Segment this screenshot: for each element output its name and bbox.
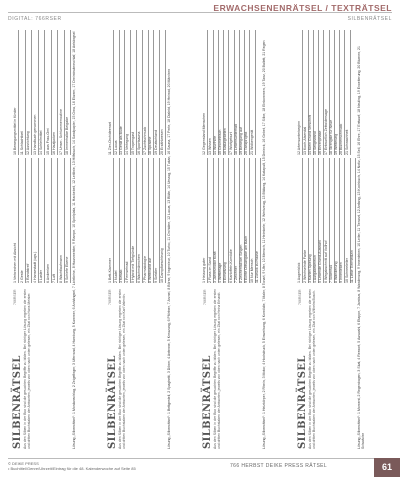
question-label: 4 Aufgabebereich xyxy=(313,255,318,283)
question-label: 15 Seilgewand xyxy=(313,131,318,155)
question-label: 1 Augenblick xyxy=(297,262,302,283)
question-label: 4 Wetterlage xyxy=(218,262,223,283)
question-label: 8 Wanderung xyxy=(334,261,339,283)
silbenraetsel-sheet xyxy=(293,25,379,455)
question-label: 6 Kartoffeln-Komödie xyxy=(228,249,233,283)
question-label: 2 Wechselnde Farbe xyxy=(302,249,307,283)
solution-text: Lösung „Silbenrätsel“: 1 Mordanschlag, 2 Zeigefinger, 3 Uferrand, 4 Hamburg, 5 Kummer, 6 Anhängsel, 7 Lichtbrise, 8 Hausmeister, 9 Rampe, 10 Spielplatz, 11 Hackebeil, 12 Leitlinie, 13 Hilfsbuch, 14 Sandpapier, 15 Oma, 16 Ekzem, 17 Dreiminutenschlaf, 18 Anhängsel xyxy=(72,31,76,449)
question-label: 11 Schlachtbeil xyxy=(19,130,24,155)
question-label: 6 Wachmännchen xyxy=(136,254,141,283)
question-list xyxy=(202,28,260,283)
question-label: 7 Pharmakologie xyxy=(142,256,147,283)
question-label: 20 Blumenschmuck xyxy=(339,123,344,155)
answer-line[interactable] xyxy=(159,158,166,283)
solution-text: Lösung „Silbenrätsel“: 1 Heizkörper, 2 Rhein, 3 Motor, 4 Hochdruck, 5 Einweihung, 6 Komödie, 7 Maler, 8 Tonart, 9 Ufer, 10 Mensch, 11 Heimkehr, 12 Werkzeug, 13 Bildung, 14 Katapult, 15 Dreieck, 16 Gebet, 17 Silbe, 18 Einkommen, 19 Tanz, 20 Ballett, 21 Regen xyxy=(262,40,266,449)
question-label: 12 Luxus xyxy=(113,140,118,155)
question-label: 8 Weltmarkt auf xyxy=(148,257,153,283)
question-label: 16 Ehrenphase xyxy=(318,130,323,155)
puzzle-title: SILBENRÄTSEL xyxy=(297,355,308,449)
question-label: 2 Geste xyxy=(19,270,24,283)
question-label: 9 Echte Ortsangabe am Bach xyxy=(244,235,249,283)
question-label: 12 Gegenstand Menschen xyxy=(202,112,207,155)
question-label: 3 Kebab xyxy=(119,269,124,283)
question-label: 15 Geometrisch xyxy=(218,129,223,155)
puzzle-title: SILBENRÄTSEL xyxy=(12,355,23,449)
question-label: 21 Wolkengerät xyxy=(249,129,254,155)
question-label: 2 Fluss im Sand xyxy=(207,257,212,283)
silbenraetsel-sheet xyxy=(198,25,284,455)
question-label: 5 Lebende Grund-Auswahl xyxy=(318,240,323,283)
question-label: 5 Laster xyxy=(39,270,44,283)
puzzle-instructions: Aus den Silben in der Box sind die gesuchten Begriffe zu bilden. Bei richtiger Lösung ergeben die ersten und dritten Buchstaben der Antworten, jeweils von oben nach unten gelesen, ein Zitat von Wilhelm Busch. xyxy=(308,289,317,449)
question-label: 19 Weiterung xyxy=(334,133,339,155)
question-label: 16 Naturgebeten xyxy=(223,128,228,155)
question-label: 5 Einsetzung xyxy=(223,262,228,283)
question-label: 18 Strengste für Neue xyxy=(328,119,333,155)
question-label: 1 Heizung guter xyxy=(202,257,207,283)
question-label: 13 Handbuch genommen xyxy=(32,114,37,155)
question-label: 10 Schneeleiter xyxy=(344,258,349,283)
question-label: 9 Siebtler xyxy=(154,267,159,283)
question-label: 13 Wissen xyxy=(207,138,212,155)
solution-text: Lösung „Silbenrätsel“: 1 Bettgestell, 2 Spaghetti, 3 Döner, 4 Antenne, 5 Kreuzung, 6 Pförtner, 7 Arznei, 8 Börse, 9 Ingenieur, 10 Turbo, 11 Orchidee, 12 Luxus, 13 Blüte, 14 Umzug, 15 Tukan, 16 Sauna, 17 Perle, 18 Dialekt, 19 Heimat, 20 Märchen xyxy=(167,68,171,449)
answer-line[interactable] xyxy=(350,158,356,283)
section-title: ERWACHSENENRÄTSEL / TEXTRÄTSEL xyxy=(213,3,392,13)
question-label: 14 Klein Grund Verschrift xyxy=(307,115,312,155)
answer-line[interactable] xyxy=(64,158,71,283)
question-label: 20 Erzählwesen xyxy=(159,129,164,155)
puzzle-instructions: Aus den Silben in der Box sind die gesuchten Begriffe zu bilden. Bei richtiger Lösung ergeben die ersten und dritten Buchstaben der Antworten, jeweils von oben nach unten gelesen, ein Zitat von Karl Valentin. xyxy=(118,289,127,449)
puzzle-code: 766RSER xyxy=(203,289,207,305)
question-label: 3 Jahresmotor Kraft xyxy=(212,251,217,283)
header-digital-code: DIGITAL: 766RSER xyxy=(8,16,62,22)
answer-line[interactable] xyxy=(159,30,166,155)
question-label: 7 Luft xyxy=(52,274,57,283)
question-label: 18 Immerhalbe Beigabe xyxy=(64,116,69,155)
question-label: 10 Dampfbeschleunig xyxy=(159,248,164,283)
sheet-content xyxy=(198,25,284,455)
question-label: 3 Randstreif xyxy=(26,263,31,283)
question-label: 16 Hautjucken xyxy=(52,132,57,155)
question-label: 19 Bewegung auf xyxy=(239,127,244,155)
question-label: 17 Wortgeburt xyxy=(228,132,233,155)
puzzle-instructions: Aus den Silben in der Box sind die gesuchten Begriffe zu bilden. Bei richtiger Lösung ergeben die ersten und dritten Buchstaben der Antworten, jeweils von oben nach unten gelesen, ein Zitat von Heinz Erhardt. xyxy=(213,289,222,449)
question-label: 4 Fernsehrad xyxy=(125,261,130,283)
answer-line[interactable] xyxy=(249,30,255,155)
answer-line[interactable] xyxy=(344,30,350,155)
footer-copyright: © DEIKE PRESS xyxy=(8,461,39,466)
question-label: 20 Tanzprojekt xyxy=(244,131,249,155)
footer-publication: 766 HERBST DEIKE PRESS RÄTSEL xyxy=(230,463,328,469)
question-label: 18 Sprache xyxy=(148,136,153,155)
question-label: 16 Sportsauna xyxy=(136,131,141,155)
question-list xyxy=(12,28,70,283)
question-label: 10 Nur Mensch xyxy=(249,258,254,283)
question-label: 6 Wegabschnitt auf Vollhof xyxy=(323,240,328,283)
puzzle-code: 766RSER xyxy=(108,289,112,305)
question-label: 14 Verlegung xyxy=(125,133,130,155)
question-label: 7 Silbenfuß xyxy=(328,264,333,283)
question-label: 7 Zeichner xyxy=(233,266,238,283)
footer-note: • Buchtitel/Genre/Uhrzeit/Eintrag für die 48. Kalenderwoche auf Seite 85 xyxy=(8,466,136,471)
question-label: 2 Nudel xyxy=(113,270,118,283)
sheet-content xyxy=(293,25,379,455)
question-label: 19 Deutschland xyxy=(154,130,159,155)
question-label: 4 Hansestadt (ugs.) xyxy=(32,251,37,283)
puzzle-title: SILBENRÄTSEL xyxy=(107,355,118,449)
header-category: SILBENRÄTSEL xyxy=(347,16,392,22)
header-divider xyxy=(8,12,392,13)
question-label: 12 Ausrichtung xyxy=(26,131,31,155)
question-label: 14 Wurfhilfe xyxy=(212,135,217,155)
answer-line[interactable] xyxy=(64,30,71,155)
question-label: 18 Lebensunterhalt xyxy=(233,124,238,155)
puzzle-title: SILBENRÄTSEL xyxy=(202,355,213,449)
puzzle-code: 766RSER xyxy=(13,289,17,305)
question-label: 17 Zuchtschmuck xyxy=(142,126,147,155)
sheet-content xyxy=(103,25,189,455)
footer-divider xyxy=(8,458,392,459)
question-list xyxy=(107,28,165,283)
question-label: 11 Zier-Orchideenart xyxy=(107,122,112,155)
question-label: 5 Hybrid mit Tiefgründe xyxy=(130,245,135,283)
question-label: 8 Zeichenfall bei Singen xyxy=(239,244,244,283)
answer-line[interactable] xyxy=(255,158,261,283)
question-list xyxy=(297,28,355,283)
question-label: 11 Zurück zu Hause xyxy=(254,251,259,283)
silbenraetsel-sheet xyxy=(103,25,189,455)
sheet-content xyxy=(8,25,94,455)
question-label: 15 aus Frau-Omi xyxy=(45,128,50,155)
question-label: 10 Bewegungsmittel in Kinder xyxy=(13,107,18,155)
question-label: 15 Tropengast xyxy=(130,132,135,155)
question-label: 13 Gerät als Blüte xyxy=(119,126,124,155)
question-label: 3 Karten Spielung xyxy=(307,254,312,283)
question-label: 8 Wachtlaufmann xyxy=(58,255,63,283)
solution-text: Lösung „Silbenrätsel“: 1 Moment, 2 Regenbogen, 3 Skat, 4 Ressort, 5 Auswahl, 6 Etappe, 7 Jambus, 8 Wanderung, 9 Innenleben, 10 Leiter, 11 Tierarzt, 12 Anfang, 13 Kochbuch, 14 Notiz, 15 Seil, 16 Ehre, 17 Entwurf, 18 Neuling, 19 Erweiterung, 20 Blumen, 21 Schwäche xyxy=(357,46,366,449)
question-label: 6 Andenken xyxy=(45,264,50,283)
question-label: 14 Schleifmittel xyxy=(39,130,44,155)
silbenraetsel-sheet xyxy=(8,25,94,455)
question-label: 11 Liebe Tiermedizin xyxy=(349,250,354,283)
puzzle-instructions: Aus den Silben in der Box sind die gesuchten Begriffe zu bilden. Bei richtiger Lösung ergeben die ersten und dritten Buchstaben der Antworten, jeweils von oben nach unten gelesen, ein Zitat von Hans Meister. xyxy=(23,289,32,449)
question-label: 21 Schwachheit xyxy=(344,129,349,155)
question-label: 12 Artensunterbeginn xyxy=(297,120,302,155)
question-label: 17 Unser- Schlummerroutine xyxy=(58,109,63,155)
question-label: 17 Entwurflich Zeitwidersage xyxy=(323,109,328,155)
puzzle-code: 766RSER xyxy=(298,289,302,305)
question-label: 9 Innenleben xyxy=(339,262,344,283)
question-label: 1 Bett-Klammer xyxy=(107,258,112,283)
question-label: 9 Schiefe Ebene xyxy=(64,256,69,283)
question-label: 13 Koch-Alsendal xyxy=(302,126,307,155)
question-label: 1 Verbrechen mit Absicht xyxy=(13,243,18,283)
page-number: 61 xyxy=(374,458,400,477)
